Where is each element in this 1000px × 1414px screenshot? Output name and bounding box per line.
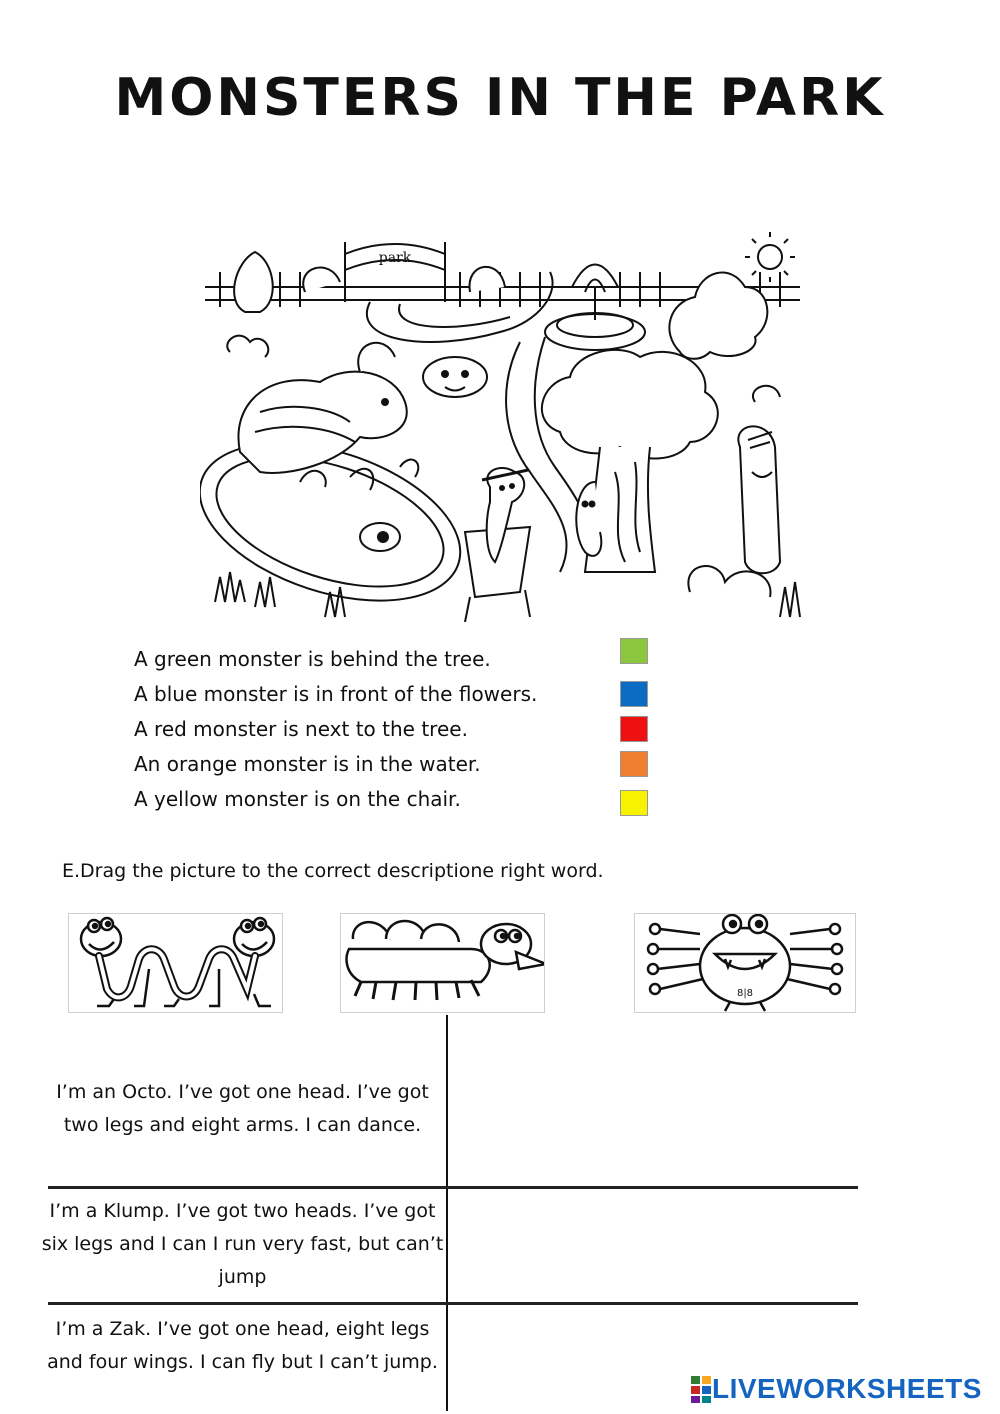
description-octo: I’m an Octo. I’ve got one head. I’ve got two legs and eight arms. I can dance. <box>56 1081 429 1136</box>
park-illustration <box>200 232 810 622</box>
drop-zone-klump[interactable] <box>452 1192 852 1298</box>
table-divider-vertical <box>446 1015 448 1411</box>
park-sign-text: park <box>378 250 412 266</box>
swatch-blue[interactable] <box>620 681 648 707</box>
swatch-green[interactable] <box>620 638 648 664</box>
liveworksheets-logo <box>690 1372 982 1406</box>
liveworksheets-logo-icon <box>690 1374 712 1404</box>
drop-zone-zak[interactable] <box>452 1308 682 1408</box>
two-headed-worm-monster-picture[interactable] <box>68 913 283 1013</box>
table-divider-2 <box>48 1302 858 1305</box>
description-zak: I’m a Zak. I’ve got one head, eight legs and four wings. I can fly but I can’t jump. <box>47 1318 438 1373</box>
statement-red: A red monster is next to the tree. <box>134 717 468 741</box>
colour-statements <box>134 642 604 817</box>
page-title: MONSTERS IN THE PARK <box>114 68 886 128</box>
statement-blue: A blue monster is in front of the flowers. <box>134 682 538 706</box>
eight-armed-monster-picture[interactable] <box>634 913 856 1013</box>
description-klump: I’m a Klump. I’ve got two heads. I’ve got six legs and I can I run very fast, but can’t jump <box>41 1200 444 1288</box>
drag-instruction: E.Drag the picture to the correct descriptione right word. <box>62 860 604 882</box>
table-divider-1 <box>48 1186 858 1189</box>
liveworksheets-logo-text: LIVEWORKSHEETS <box>712 1373 982 1404</box>
swatch-yellow[interactable] <box>620 790 648 816</box>
monster-belly-label: 8|8 <box>736 988 754 999</box>
winged-bird-monster-picture[interactable] <box>340 913 545 1013</box>
statement-green: A green monster is behind the tree. <box>134 647 491 671</box>
swatch-orange[interactable] <box>620 751 648 777</box>
drop-zone-octo[interactable] <box>452 1020 852 1182</box>
statement-orange: An orange monster is in the water. <box>134 752 481 776</box>
statement-yellow: A yellow monster is on the chair. <box>134 787 461 811</box>
swatch-red[interactable] <box>620 716 648 742</box>
